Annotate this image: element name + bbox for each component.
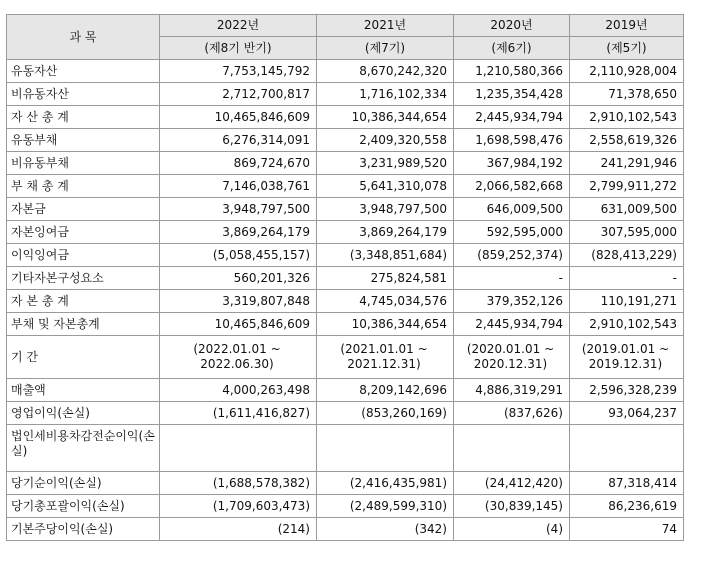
table-row (7, 336, 684, 379)
value-cell: 592,595,000 (454, 221, 570, 244)
value-cell: 8,670,242,320 (317, 60, 454, 83)
value-cell: 3,948,797,500 (160, 198, 317, 221)
year-header: 2020년 (454, 15, 570, 37)
value-cell: 7,146,038,761 (160, 175, 317, 198)
value-cell: (214) (160, 518, 317, 541)
header-row-years (7, 15, 684, 37)
row-label: 유동자산 (7, 60, 160, 83)
row-label: 자본잉여금 (7, 221, 160, 244)
value-cell: 2,110,928,004 (570, 60, 684, 83)
value-cell: 2,910,102,543 (570, 313, 684, 336)
value-cell: (2021.01.01 ~ 2021.12.31) (317, 336, 454, 379)
row-label: 부채 및 자본총계 (7, 313, 160, 336)
value-cell: (828,413,229) (570, 244, 684, 267)
value-cell (454, 425, 570, 472)
value-cell: 3,948,797,500 (317, 198, 454, 221)
year-header: 2022년 (160, 15, 317, 37)
table-row (7, 313, 684, 336)
value-cell: 3,869,264,179 (317, 221, 454, 244)
period-header: (제7기) (317, 37, 454, 60)
table-row (7, 129, 684, 152)
value-cell: (4) (454, 518, 570, 541)
value-cell (317, 425, 454, 472)
table-row (7, 290, 684, 313)
value-cell: 241,291,946 (570, 152, 684, 175)
value-cell: 307,595,000 (570, 221, 684, 244)
value-cell: 10,386,344,654 (317, 313, 454, 336)
period-header: (제8기 반기) (160, 37, 317, 60)
value-cell: 2,445,934,794 (454, 106, 570, 129)
value-cell: 367,984,192 (454, 152, 570, 175)
value-cell: 10,465,846,609 (160, 313, 317, 336)
table-row (7, 221, 684, 244)
table-row (7, 267, 684, 290)
value-cell: 6,276,314,091 (160, 129, 317, 152)
value-cell: 4,886,319,291 (454, 379, 570, 402)
row-label: 자 산 총 계 (7, 106, 160, 129)
value-cell: 4,000,263,498 (160, 379, 317, 402)
table-row (7, 244, 684, 267)
value-cell: (3,348,851,684) (317, 244, 454, 267)
value-cell: 86,236,619 (570, 495, 684, 518)
row-label: 기 간 (7, 336, 160, 379)
table-row (7, 495, 684, 518)
table-row (7, 175, 684, 198)
row-label: 자본금 (7, 198, 160, 221)
value-cell: (2,416,435,981) (317, 472, 454, 495)
year-header: 2021년 (317, 15, 454, 37)
value-cell: 3,319,807,848 (160, 290, 317, 313)
table-row (7, 152, 684, 175)
row-label: 기본주당이익(손실) (7, 518, 160, 541)
value-cell: 2,445,934,794 (454, 313, 570, 336)
value-cell: (853,260,169) (317, 402, 454, 425)
value-cell: 93,064,237 (570, 402, 684, 425)
value-cell: 7,753,145,792 (160, 60, 317, 83)
table-row (7, 106, 684, 129)
value-cell: (5,058,455,157) (160, 244, 317, 267)
value-cell: 2,066,582,668 (454, 175, 570, 198)
value-cell: 10,465,846,609 (160, 106, 317, 129)
value-cell: 8,209,142,696 (317, 379, 454, 402)
row-label: 자 본 총 계 (7, 290, 160, 313)
row-label: 이익잉여금 (7, 244, 160, 267)
value-cell: (837,626) (454, 402, 570, 425)
value-cell: 3,869,264,179 (160, 221, 317, 244)
value-cell: 110,191,271 (570, 290, 684, 313)
value-cell: 74 (570, 518, 684, 541)
value-cell: (2020.01.01 ~ 2020.12.31) (454, 336, 570, 379)
row-label: 비유동자산 (7, 83, 160, 106)
table-row (7, 379, 684, 402)
period-header: (제6기) (454, 37, 570, 60)
value-cell: 869,724,670 (160, 152, 317, 175)
value-cell (160, 425, 317, 472)
period-header: (제5기) (570, 37, 684, 60)
value-cell: - (570, 267, 684, 290)
row-label: 부 채 총 계 (7, 175, 160, 198)
value-cell: (1,611,416,827) (160, 402, 317, 425)
row-label: 영업이익(손실) (7, 402, 160, 425)
year-header: 2019년 (570, 15, 684, 37)
subject-header: 과 목 (7, 15, 160, 60)
row-label: 당기총포괄이익(손실) (7, 495, 160, 518)
value-cell: 87,318,414 (570, 472, 684, 495)
value-cell: 275,824,581 (317, 267, 454, 290)
value-cell: 1,716,102,334 (317, 83, 454, 106)
row-label: 유동부채 (7, 129, 160, 152)
table-row (7, 518, 684, 541)
value-cell: 2,712,700,817 (160, 83, 317, 106)
value-cell: 2,910,102,543 (570, 106, 684, 129)
value-cell: (30,839,145) (454, 495, 570, 518)
row-label: 당기순이익(손실) (7, 472, 160, 495)
value-cell: 2,799,911,272 (570, 175, 684, 198)
table-row (7, 402, 684, 425)
value-cell (570, 425, 684, 472)
value-cell: 631,009,500 (570, 198, 684, 221)
value-cell: 2,558,619,326 (570, 129, 684, 152)
value-cell: (2,489,599,310) (317, 495, 454, 518)
value-cell: 646,009,500 (454, 198, 570, 221)
table-row (7, 198, 684, 221)
value-cell: (24,412,420) (454, 472, 570, 495)
row-label: 매출액 (7, 379, 160, 402)
value-cell: (1,688,578,382) (160, 472, 317, 495)
value-cell: (859,252,374) (454, 244, 570, 267)
value-cell: 560,201,326 (160, 267, 317, 290)
row-label: 법인세비용차감전순이익(손실) (7, 425, 160, 472)
value-cell: (2019.01.01 ~ 2019.12.31) (570, 336, 684, 379)
table-row (7, 60, 684, 83)
value-cell: 1,235,354,428 (454, 83, 570, 106)
row-label: 비유동부채 (7, 152, 160, 175)
financial-summary-table (6, 14, 684, 541)
value-cell: 71,378,650 (570, 83, 684, 106)
value-cell: (342) (317, 518, 454, 541)
table-row (7, 425, 684, 472)
value-cell: 2,409,320,558 (317, 129, 454, 152)
value-cell: 1,210,580,366 (454, 60, 570, 83)
row-label: 기타자본구성요소 (7, 267, 160, 290)
value-cell: 4,745,034,576 (317, 290, 454, 313)
value-cell: (1,709,603,473) (160, 495, 317, 518)
value-cell: - (454, 267, 570, 290)
table-row (7, 83, 684, 106)
table-row (7, 472, 684, 495)
value-cell: 5,641,310,078 (317, 175, 454, 198)
value-cell: 1,698,598,476 (454, 129, 570, 152)
value-cell: 2,596,328,239 (570, 379, 684, 402)
value-cell: 10,386,344,654 (317, 106, 454, 129)
value-cell: 3,231,989,520 (317, 152, 454, 175)
value-cell: 379,352,126 (454, 290, 570, 313)
value-cell: (2022.01.01 ~ 2022.06.30) (160, 336, 317, 379)
